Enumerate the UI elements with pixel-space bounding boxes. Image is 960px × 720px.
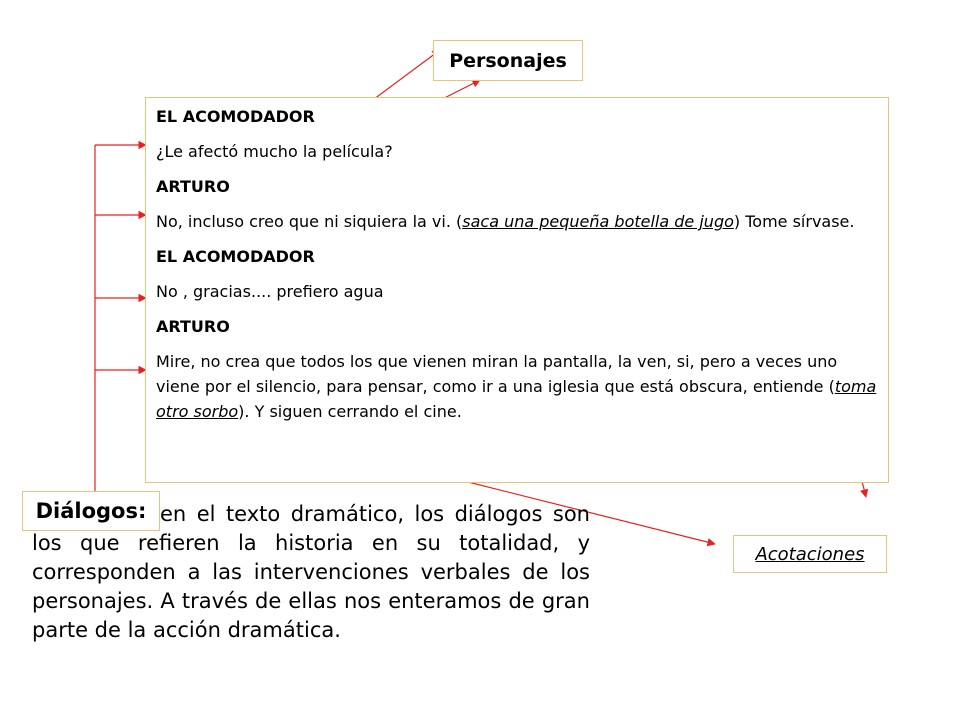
acotaciones-label	[733, 535, 887, 573]
character-name: ARTURO	[156, 317, 230, 336]
dialogue-line	[156, 349, 878, 424]
character-name: EL ACOMODADOR	[156, 107, 315, 126]
dialogos-text: Diálogos:	[35, 499, 147, 523]
dialogue-line	[156, 209, 878, 234]
personajes-text: Personajes	[449, 49, 567, 72]
dialogue-text: ) Tome sírvase.	[733, 212, 855, 231]
dialogue-text: Mire, no crea que todos los que vienen miran la pantalla, la ven, si, pero a veces uno viene por el silencio, para pensar, como ir a una iglesia que está obscura, entiende (	[156, 352, 838, 396]
personajes-label	[433, 40, 583, 81]
dialogos-definition: en el texto dramático, los diálogos son los que refieren la historia en su totalidad, y corresponden a las intervenciones verbales de los personajes. A través de ellas nos enteramos de gran parte de la acción dramática.	[32, 502, 590, 642]
stage-direction: saca una pequeña botella de jugo	[462, 212, 734, 231]
acotaciones-text: Acotaciones	[755, 543, 865, 565]
dialogue-line: ¿Le afectó mucho la película?	[156, 142, 393, 161]
script-excerpt	[145, 97, 889, 483]
dialogue-line: No , gracias.... prefiero agua	[156, 282, 384, 301]
character-name: ARTURO	[156, 177, 230, 196]
character-name: EL ACOMODADOR	[156, 247, 315, 266]
dialogue-text: ). Y siguen cerrando el cine.	[238, 402, 462, 421]
dialogos-label	[22, 491, 160, 531]
stage-direction: toma otro sorbo	[156, 377, 877, 421]
dialogue-text: No, incluso creo que ni siquiera la vi. (	[156, 212, 463, 231]
